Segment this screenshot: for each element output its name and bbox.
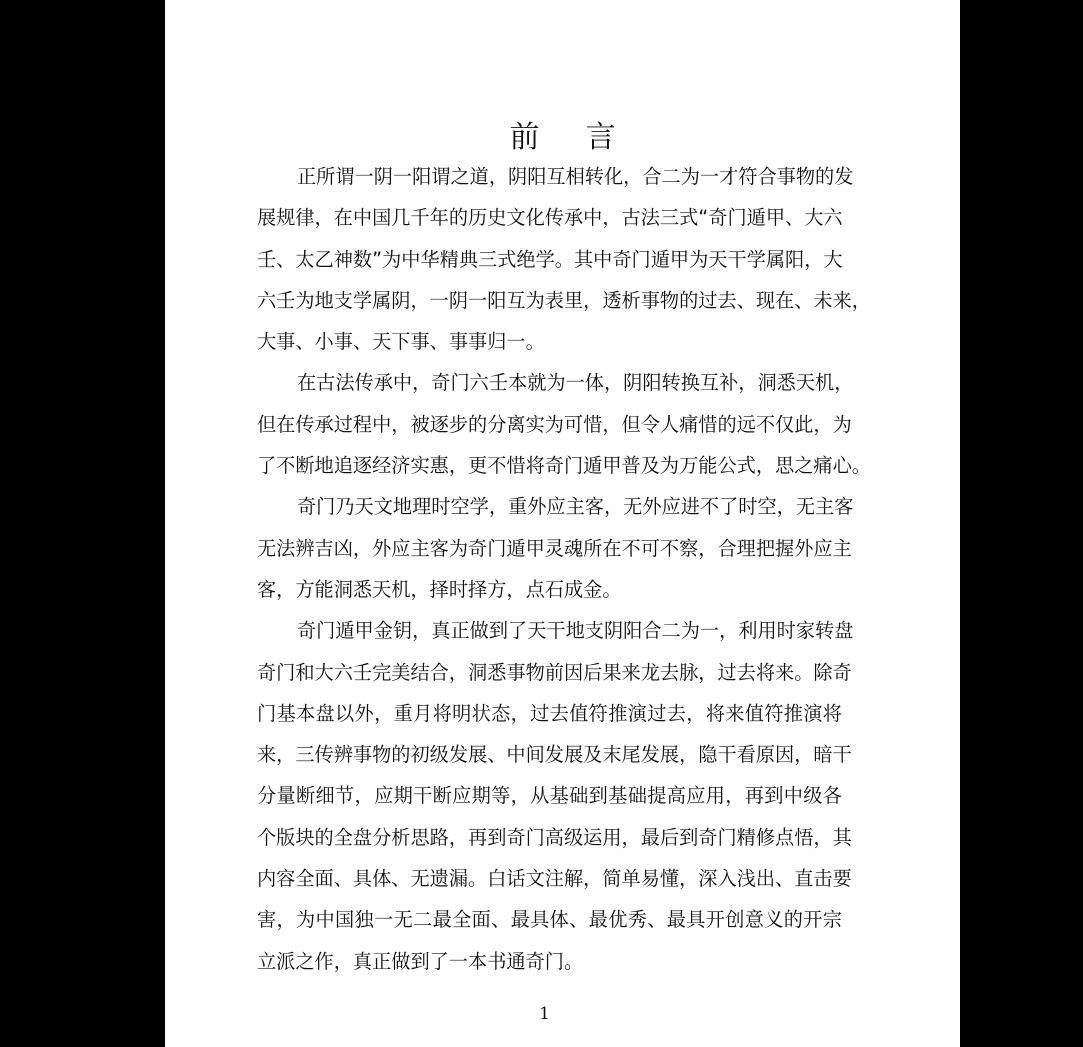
text-line: 害，为中国独一无二最全面、最具体、最优秀、最具开创意义的开宗 [257, 908, 842, 932]
paragraph-1 [257, 156, 871, 362]
text-line: 个版块的全盘分析思路，再到奇门高级运用，最后到奇门精修点悟，其 [257, 825, 852, 849]
text-line: 门基本盘以外，重月将明状态，过去值符推演过去，将来值符推演将 [257, 701, 842, 725]
text-line: 来，三传辨事物的初级发展、中间发展及末尾发展，隐干看原因，暗干 [257, 743, 852, 767]
paragraph-3 [257, 486, 854, 610]
text-line: 奇门乃天文地理时空学，重外应主客，无外应进不了时空，无主客 [297, 495, 854, 519]
paragraph-2 [257, 362, 871, 486]
document-page [165, 0, 960, 1047]
text-line: 六壬为地支学属阴，一阴一阳互为表里，透析事物的过去、现在、未来， [257, 288, 871, 312]
preface-body [257, 156, 871, 982]
text-line: 客，方能洞悉天机，择时择方，点石成金。 [257, 577, 622, 601]
text-line: 分量断细节，应期干断应期等，从基础到基础提高应用，再到中级各 [257, 784, 842, 808]
page-number: 1 [539, 1004, 550, 1024]
paragraph-4 [257, 610, 854, 982]
text-line: 大事、小事、天下事、事事归一。 [257, 330, 545, 354]
text-line: 在古法传承中，奇门六壬本就为一体，阴阳转换互补，洞悉天机， [297, 371, 854, 395]
text-line: 奇门和大六壬完美结合，洞悉事物前因后果来龙去脉，过去将来。除奇 [257, 660, 852, 684]
text-line: 立派之作，真正做到了一本书通奇门。 [257, 949, 584, 973]
page-title [165, 112, 960, 156]
text-line: 内容全面、具体、无遗漏。白话文注解，简单易懂，深入浅出、直击要 [257, 867, 852, 891]
text-line: 展规律，在中国几千年的历史文化传承中，古法三式“奇门遁甲、大六 [257, 206, 843, 230]
text-line: 正所谓一阴一阳谓之道，阴阳互相转化，合二为一才符合事物的发 [297, 165, 854, 188]
text-line: 但在传承过程中，被逐步的分离实为可惜，但令人痛惜的远不仅此，为 [257, 412, 852, 436]
text-line: 无法辨吉凶，外应主客为奇门遁甲灵魂所在不可不察，合理把握外应主 [257, 536, 852, 560]
text-line: 壬、太乙神数”为中华精典三式绝学。其中奇门遁甲为天干学属阳，大 [257, 247, 843, 271]
title-char-2: 言 [585, 120, 616, 155]
text-line: 了不断地追逐经济实惠，更不惜将奇门遁甲普及为万能公式，思之痛心。 [257, 454, 871, 478]
title-char-1: 前 [509, 120, 540, 155]
text-line: 奇门遁甲金钥，真正做到了天干地支阴阳合二为一，利用时家转盘 [297, 619, 854, 643]
